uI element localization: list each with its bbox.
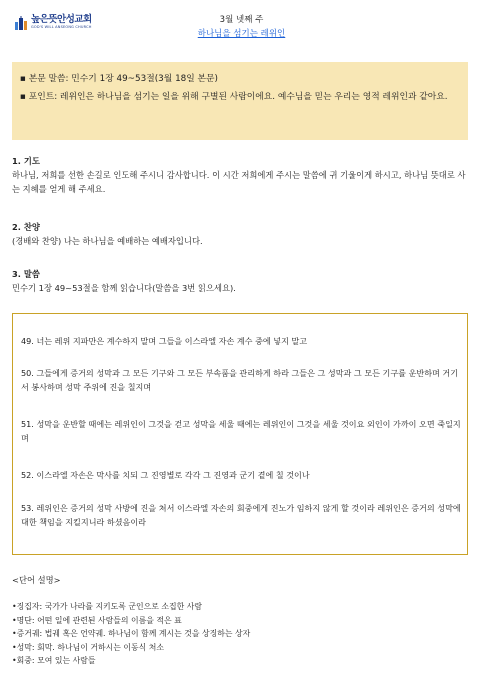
- summary-point: ▪ 포인트: 레위인은 하나님을 섬기는 일을 위해 구별된 사람이에요. 예수님을 믿는 우리는 영적 레위인과 같아요.: [20, 92, 448, 102]
- page-title[interactable]: 하나님을 섬기는 레위인: [197, 29, 286, 39]
- verse-52: 52. 이스라엘 자손은 막사를 치되 그 진영별로 각각 그 진영과 군기 곁에 칠 것이나: [21, 470, 310, 480]
- glossary-item: •징집자: 국가가 나라를 지키도록 군인으로 소집한 사람: [12, 602, 203, 611]
- verse-51: 51. 성막을 운반할 때에는 레위인이 그것을 걷고 성막을 세울 때에는 레위인이 그것을 세울 것이요 외인이 가까이 오면 죽일지며: [21, 419, 461, 443]
- glossary-item: •회중: 모여 있는 사람들: [12, 656, 96, 665]
- glossary-list: [12, 600, 472, 668]
- section-scripture: [12, 267, 470, 295]
- verse-49: 49. 너는 레위 지파만은 계수하지 말며 그들을 이스라엘 자손 계수 중에 넣지 말고: [21, 336, 308, 346]
- logo-text: 높은뜻안성교회: [31, 14, 92, 25]
- verse-53: 53. 레위인은 증거의 성막 사방에 진을 쳐서 이스라엘 자손의 회중에게 진노가 임하지 않게 할 것이라 레위인은 증거의 성막에 대한 책임을 지킬지니라 하셨음이라: [21, 503, 461, 527]
- section-body: 하나님, 저희를 선한 손길로 인도해 주시니 감사합니다. 이 시간 저희에게 주시는 말씀에 귀 기울이게 하시고, 하나님 뜻대로 사는 지혜를 얻게 해 주세요.: [12, 170, 466, 194]
- week-label: 3월 넷째 주: [219, 15, 264, 25]
- scripture-box: [12, 313, 468, 555]
- section-body: (경배와 찬양) 나는 하나님을 예배하는 예배자입니다.: [12, 236, 203, 246]
- section-prayer: [12, 154, 470, 196]
- section-heading: 2. 찬양: [12, 222, 40, 232]
- summary-box: [12, 62, 468, 140]
- glossary-item: •성막: 회막. 하나님이 거하시는 이동식 처소: [12, 642, 164, 652]
- section-heading: 3. 말씀: [12, 269, 40, 279]
- page-header: [0, 0, 483, 50]
- section-praise: [12, 220, 470, 248]
- section-heading: 1. 기도: [12, 156, 40, 166]
- logo-subtext: GOD'S WILL ANSEONG CHURCH: [31, 25, 92, 29]
- glossary-title: <단어 설명>: [12, 575, 61, 585]
- glossary-item: •명단: 어떤 일에 관련된 사람들의 이름을 적은 표: [12, 615, 182, 625]
- glossary-item: •증거궤: 법궤 혹은 언약궤. 하나님이 함께 계시는 것을 상징하는 상자: [12, 629, 251, 638]
- summary-scripture: ▪ 본문 말씀: 민수기 1장 49~53절(3월 18일 본문): [20, 74, 218, 84]
- section-body: 민수기 1장 49~53절을 함께 읽습니다(말씀을 3번 읽으세요).: [12, 283, 236, 293]
- verse-50: 50. 그들에게 증거의 성막과 그 모든 기구와 그 모든 부속품을 관리하게 하라 그들은 그 성막과 그 모든 기구를 운반하며 거기서 봉사하며 성막 주위에 진을 칠지며: [21, 368, 459, 392]
